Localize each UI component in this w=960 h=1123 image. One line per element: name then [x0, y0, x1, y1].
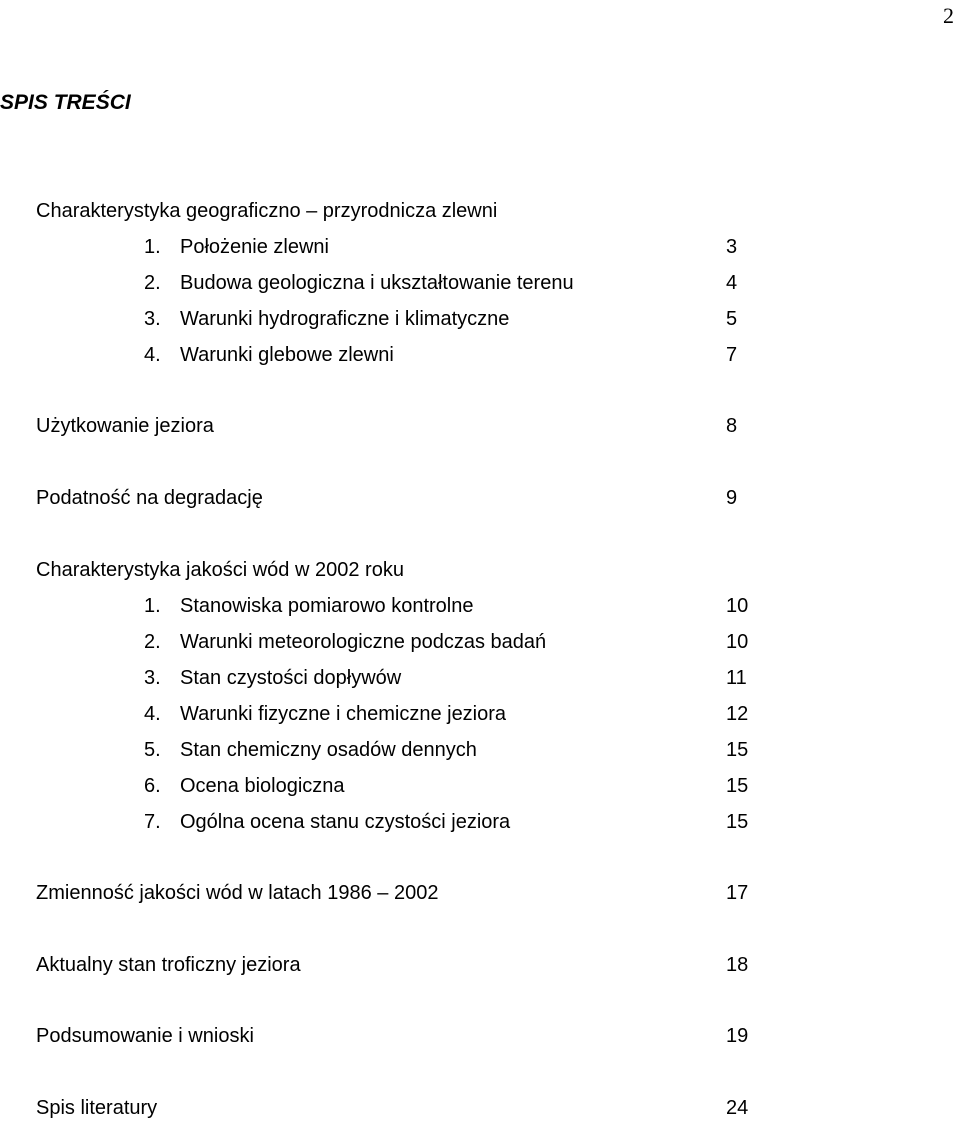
toc-item	[0, 666, 960, 690]
toc-section-page: 19	[726, 1025, 749, 1047]
toc-item-number: 1.	[144, 236, 161, 258]
toc-item-page: 10	[726, 595, 749, 617]
toc-section-page: 17	[726, 882, 749, 904]
toc-section-text: Charakterystyka jakości wód w 2002 roku	[36, 559, 404, 581]
toc-item	[0, 738, 960, 762]
toc-item-text: Warunki fizyczne i chemiczne jeziora	[180, 703, 507, 725]
toc-item	[0, 774, 960, 798]
toc-item-number: 7.	[144, 811, 161, 833]
toc-item	[0, 307, 960, 331]
toc-item	[0, 594, 960, 618]
toc-item-text: Budowa geologiczna i ukształtowanie terenu	[180, 272, 574, 294]
toc-section-quality-variability	[0, 881, 960, 905]
toc-section-trophic-state	[0, 953, 960, 977]
toc-item-text: Warunki meteorologiczne podczas badań	[180, 631, 547, 653]
toc-item-number: 4.	[144, 703, 161, 725]
toc-section-water-quality-2002	[0, 558, 960, 582]
toc-item-number: 2.	[144, 272, 161, 294]
toc-section-summary	[0, 1024, 960, 1048]
page-number: 2	[943, 3, 954, 28]
toc-item	[0, 271, 960, 295]
toc-title: SPIS TREŚCI	[0, 91, 131, 114]
toc-item-page: 5	[726, 308, 738, 330]
toc-item	[0, 235, 960, 259]
toc-item-page: 10	[726, 631, 749, 653]
toc-item	[0, 630, 960, 654]
toc-item-number: 6.	[144, 775, 161, 797]
toc-section-text: Spis literatury	[36, 1097, 158, 1119]
toc-item-page: 15	[726, 811, 749, 833]
toc-item-page: 4	[726, 272, 738, 294]
toc-item-page: 15	[726, 739, 749, 761]
toc-section-text: Zmienność jakości wód w latach 1986 – 2002	[36, 882, 439, 904]
toc-section-bibliography	[0, 1096, 960, 1120]
toc-item-text: Warunki glebowe zlewni	[180, 344, 394, 366]
toc-section-text: Użytkowanie jeziora	[36, 415, 214, 437]
toc-item-text: Ogólna ocena stanu czystości jeziora	[180, 811, 511, 833]
toc-item-number: 5.	[144, 739, 161, 761]
toc-item-text: Stan chemiczny osadów dennych	[180, 739, 477, 761]
toc-item-text: Położenie zlewni	[180, 236, 329, 258]
toc-item-page: 7	[726, 344, 738, 366]
toc-item-text: Ocena biologiczna	[180, 775, 345, 797]
toc-item-text: Stan czystości dopływów	[180, 667, 402, 689]
toc-section-text: Podsumowanie i wnioski	[36, 1025, 254, 1047]
toc-section-page: 24	[726, 1097, 749, 1119]
toc-item	[0, 702, 960, 726]
toc-item-text: Stanowiska pomiarowo kontrolne	[180, 595, 474, 617]
toc-item	[0, 810, 960, 834]
toc-item-number: 4.	[144, 344, 161, 366]
toc-section-degradation	[0, 486, 960, 510]
toc-item-number: 2.	[144, 631, 161, 653]
toc-item-page: 3	[726, 236, 738, 258]
toc-item-page: 11	[726, 667, 747, 689]
toc-section-page: 8	[726, 415, 738, 437]
toc-item-number: 3.	[144, 667, 161, 689]
toc-section-page: 18	[726, 954, 749, 976]
toc-section-page: 9	[726, 487, 738, 509]
toc-item-number: 3.	[144, 308, 161, 330]
toc-section-geography	[0, 199, 960, 223]
toc-item-page: 15	[726, 775, 749, 797]
toc-section-text: Podatność na degradację	[36, 487, 263, 509]
toc-item-text: Warunki hydrograficzne i klimatyczne	[180, 308, 510, 330]
toc-item-number: 1.	[144, 595, 161, 617]
toc-section-text: Charakterystyka geograficzno – przyrodnicza zlewni	[36, 200, 498, 222]
toc-item	[0, 343, 960, 367]
toc-section-lake-use	[0, 414, 960, 438]
toc-section-text: Aktualny stan troficzny jeziora	[36, 954, 301, 976]
toc-item-page: 12	[726, 703, 749, 725]
